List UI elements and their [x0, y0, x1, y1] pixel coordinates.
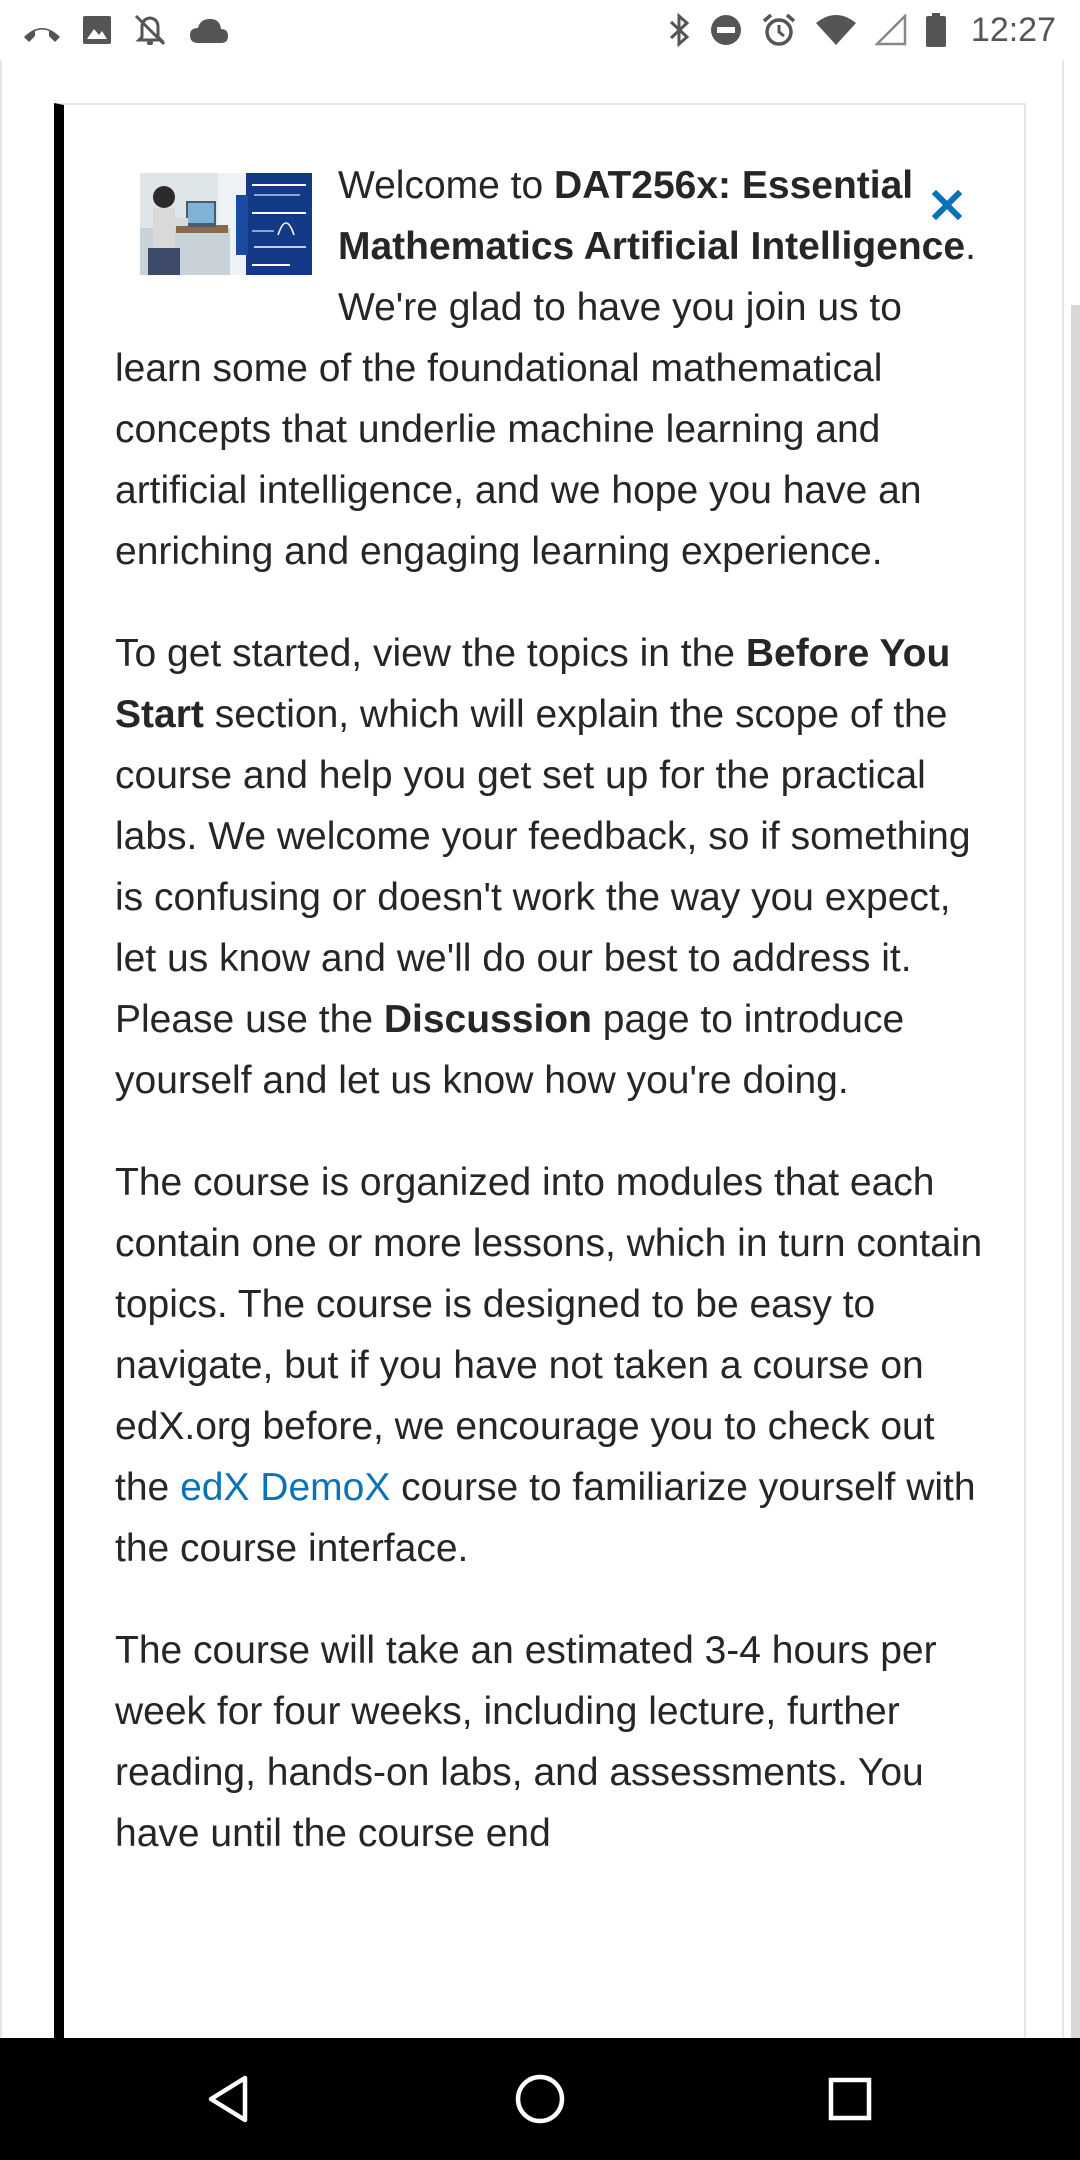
home-button[interactable] — [500, 2062, 580, 2136]
back-button[interactable] — [190, 2062, 270, 2136]
paragraph-text: section, which will explain the scope of the course and help you get set up for the practical labs. We welcome your feedback, so if something is confusing or doesn't work the way you expect, let us know and we'll do our best to address it. Please use the — [115, 693, 971, 1041]
clock-time: 12:27 — [970, 10, 1056, 49]
course-structure-paragraph — [115, 1152, 985, 1579]
back-icon — [205, 2074, 255, 2124]
welcome-text: . We're glad to have you join us to learn some of the foundational mathematical concepts that underlie machine learning and artificial intelligence, and we hope you have an enriching and engaging learning experience. — [115, 225, 976, 573]
paragraph-text: The course is organized into modules that each contain one or more lessons, which in turn contain topics. The course is designed to be easy to navigate, but if you have not taken a course on edX.org before, we encourage you to check out the — [115, 1161, 983, 1509]
home-icon — [513, 2072, 567, 2126]
missed-call-icon — [22, 15, 62, 45]
battery-icon — [925, 12, 947, 48]
image-icon — [82, 15, 112, 45]
welcome-paragraph — [115, 155, 985, 582]
page-edge — [1062, 60, 1064, 2038]
course-thumbnail-image — [140, 173, 312, 275]
status-bar — [0, 0, 1080, 60]
discussion-emphasis: Discussion — [383, 998, 592, 1041]
welcome-text — [731, 164, 742, 207]
welcome-message-card — [54, 103, 1026, 2038]
recents-icon — [827, 2076, 873, 2122]
course-page[interactable] — [0, 60, 1080, 2038]
getting-started-paragraph — [115, 623, 985, 1111]
page-edge — [0, 60, 2, 2038]
paragraph-text: page to introduce yourself and let us know how you're doing. — [115, 998, 905, 1102]
notifications-off-icon — [132, 13, 168, 47]
cell-signal-icon — [875, 14, 907, 46]
course-name: Essential Mathematics Artificial Intelligence — [338, 164, 966, 268]
paragraph-text: The course will take an estimated 3-4 hours per week for four weeks, including lecture, further reading, hands-on labs, and assessments. You have until the course end — [115, 1629, 937, 1855]
alarm-icon — [761, 12, 797, 48]
system-navigation-bar — [0, 2038, 1080, 2160]
bluetooth-icon — [667, 13, 691, 47]
recents-button[interactable] — [810, 2062, 890, 2136]
status-left-icons — [22, 0, 230, 60]
paragraph-text: course to familiarize yourself with the course interface. — [115, 1466, 976, 1570]
welcome-message-body — [115, 155, 985, 1905]
wifi-icon — [815, 14, 857, 46]
course-duration-paragraph — [115, 1620, 985, 1864]
cloud-icon — [188, 15, 230, 45]
do-not-disturb-icon — [709, 13, 743, 47]
paragraph-text: To get started, view the topics in the — [115, 632, 746, 675]
course-code: DAT256x: — [554, 164, 732, 207]
scrollbar-thumb[interactable] — [1071, 305, 1080, 2038]
welcome-text: Welcome to — [338, 164, 555, 207]
edx-demox-link[interactable]: edX DemoX — [180, 1466, 391, 1509]
status-right-icons — [667, 0, 1056, 60]
before-you-start-emphasis: Before You Start — [115, 632, 951, 736]
